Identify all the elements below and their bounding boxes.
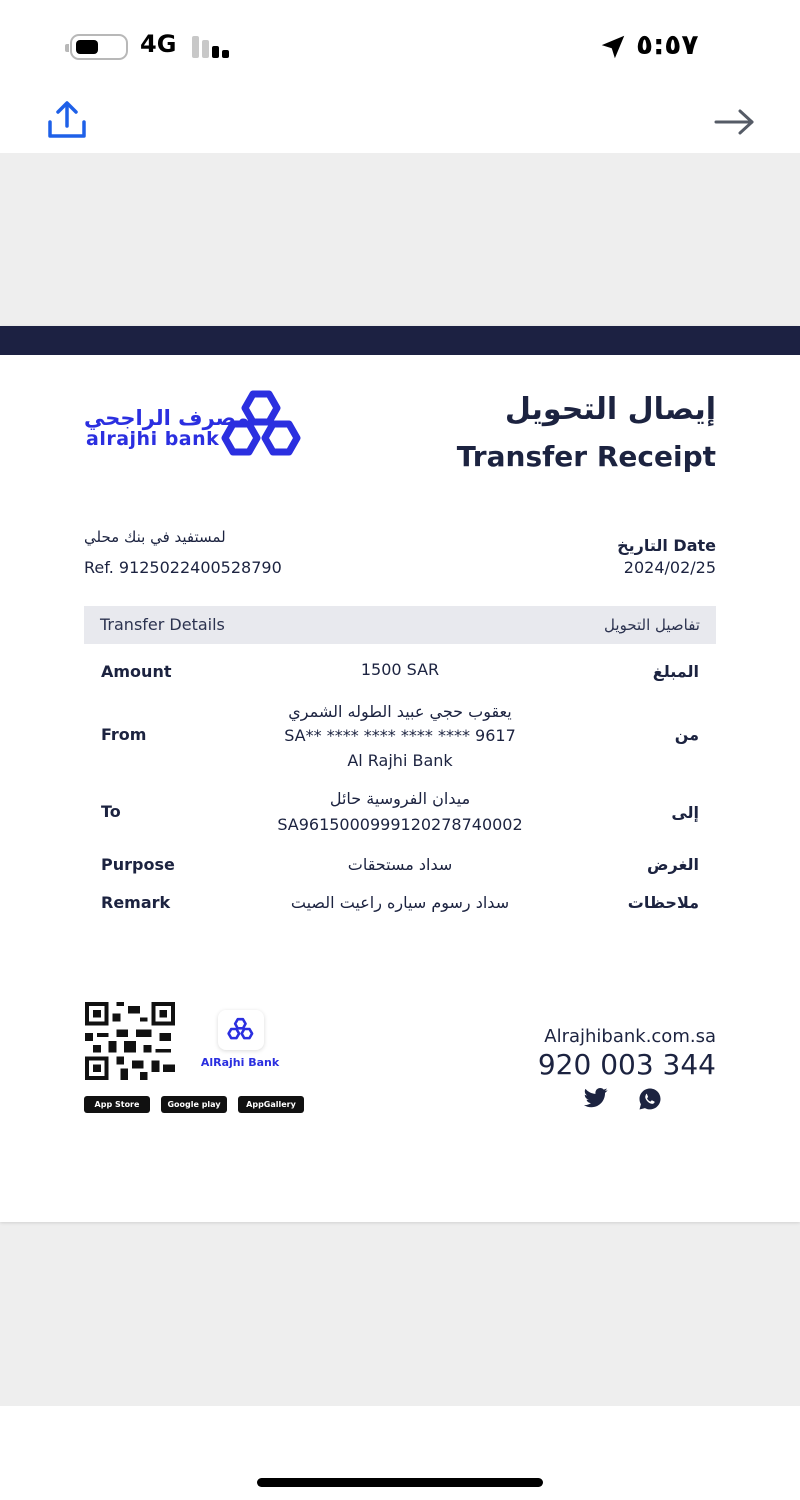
qr-code-icon[interactable] bbox=[84, 1002, 176, 1080]
details-header-ar: تفاصيل التحويل bbox=[604, 616, 700, 634]
google-play-badge[interactable]: Google play bbox=[161, 1096, 227, 1113]
forward-arrow-icon[interactable] bbox=[710, 104, 758, 140]
home-indicator[interactable] bbox=[257, 1478, 543, 1487]
to-iban: SA9615000999120278740002 bbox=[277, 815, 523, 834]
transfer-receipt bbox=[0, 326, 800, 1222]
brand-name-en: alrajhi bank bbox=[86, 428, 220, 450]
signal-icon bbox=[192, 36, 236, 58]
from-bank: Al Rajhi Bank bbox=[347, 751, 453, 770]
from-name: يعقوب حجي عبيد الطوله الشمري bbox=[288, 702, 512, 721]
app-name: AlRajhi Bank bbox=[200, 1056, 280, 1069]
app-store-badge[interactable]: App Store bbox=[84, 1096, 150, 1113]
to-label-en: To bbox=[101, 802, 121, 821]
location-arrow-icon bbox=[598, 32, 628, 62]
amount-value: 1500 SAR bbox=[360, 660, 440, 679]
amount-label-en: Amount bbox=[101, 662, 172, 681]
amount-label-ar: المبلغ bbox=[652, 662, 699, 681]
brand-name-ar: مصرف الراجحي bbox=[84, 406, 250, 430]
remark-value: سداد رسوم سياره راعيت الصيت bbox=[290, 893, 510, 912]
whatsapp-icon[interactable] bbox=[638, 1087, 662, 1111]
share-icon[interactable] bbox=[44, 100, 90, 142]
from-account: SA** **** **** **** **** 9617 bbox=[284, 726, 516, 745]
battery-icon bbox=[70, 34, 128, 60]
to-name: ميدان الفروسية حائل bbox=[329, 789, 471, 808]
receipt-title-ar: إيصال التحويل bbox=[504, 392, 716, 427]
remark-label-en: Remark bbox=[101, 893, 171, 912]
beneficiary-type: لمستفيد في بنك محلي bbox=[84, 528, 226, 546]
reference-number: Ref. 9125022400528790 bbox=[84, 558, 282, 577]
app-gallery-badge[interactable]: AppGallery bbox=[238, 1096, 304, 1113]
bank-website[interactable]: Alrajhibank.com.sa bbox=[544, 1026, 716, 1047]
remark-label-ar: ملاحظات bbox=[627, 893, 699, 912]
details-header-en: Transfer Details bbox=[100, 615, 225, 634]
date-label: التاريخ Date bbox=[617, 536, 716, 555]
from-label-ar: من bbox=[674, 725, 699, 744]
purpose-label-ar: الغرض bbox=[647, 855, 699, 874]
status-bar bbox=[0, 0, 800, 92]
from-label-en: From bbox=[101, 725, 147, 744]
alrajhi-logo-icon bbox=[220, 388, 306, 460]
transfer-details-header bbox=[84, 606, 716, 644]
date-value: 2024/02/25 bbox=[623, 558, 716, 577]
receipt-title-en: Transfer Receipt bbox=[456, 440, 716, 473]
purpose-label-en: Purpose bbox=[101, 855, 175, 874]
receipt-header-band bbox=[0, 326, 800, 355]
to-label-ar: إلى bbox=[671, 803, 699, 822]
network-type: 4G bbox=[140, 30, 177, 58]
status-time: ٥:٥٧ bbox=[636, 28, 699, 61]
twitter-icon[interactable] bbox=[584, 1088, 608, 1108]
alrajhi-app-icon[interactable] bbox=[218, 1010, 264, 1050]
purpose-value: سداد مستحقات bbox=[347, 855, 453, 874]
bank-phone[interactable]: 920 003 344 bbox=[537, 1048, 716, 1081]
